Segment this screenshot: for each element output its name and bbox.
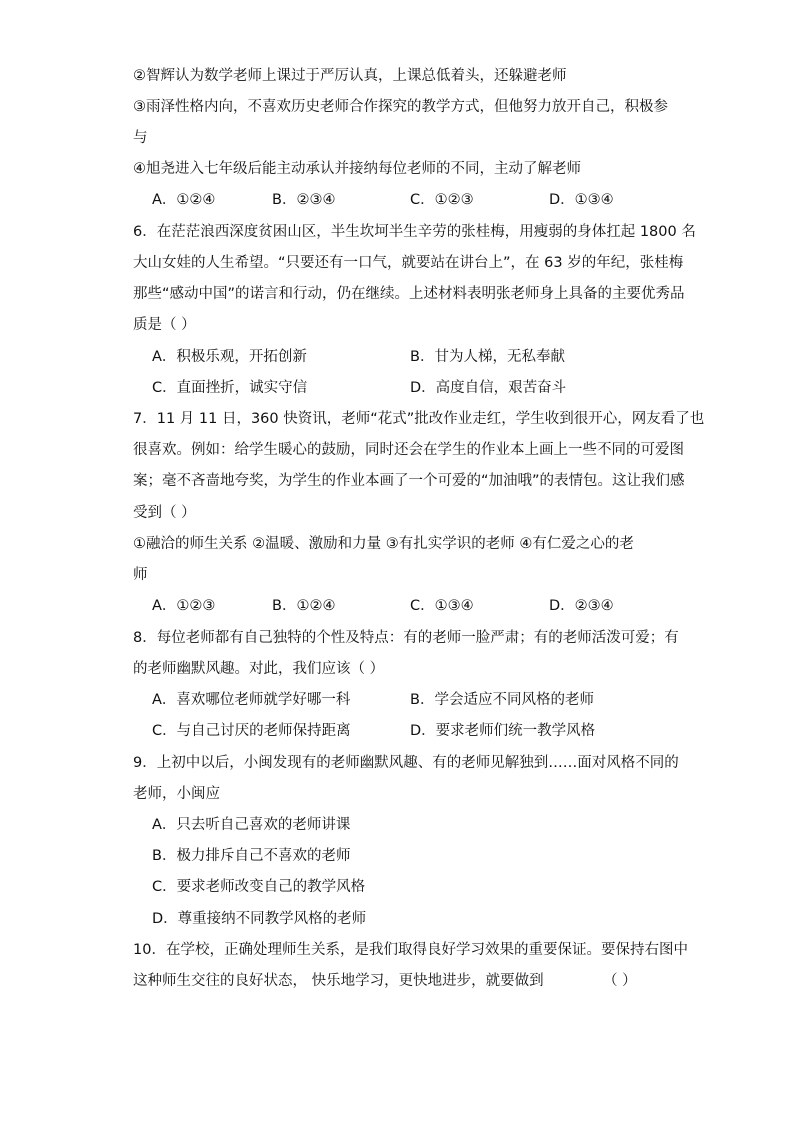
q8-option-c[interactable]: C．与自己讨厌的老师保持距离 — [152, 723, 351, 739]
q6-stem-line: 大山女娃的人生希望。“只要还有一口气，就要站在讲台上”，在 63 岁的年纪，张桂梅 — [133, 255, 684, 271]
q7-items-line: ①融洽的师生关系 ②温暖、激励和力量 ③有扎实学识的老师 ④有仁爱之心的老 — [133, 536, 634, 552]
q9-option-c[interactable]: C．要求老师改变自己的教学风格 — [152, 879, 366, 895]
q10-answer-paren: （ ） — [603, 973, 637, 989]
q5-item-2: ②智辉认为数学老师上课过于严厉认真，上课总低着头，还躲避老师 — [133, 68, 567, 84]
q9-option-a[interactable]: A．只去听自己喜欢的老师讲课 — [152, 817, 351, 833]
q7-stem-line: 受到（ ） — [133, 505, 196, 521]
q7-stem-line: 案；毫不吝啬地夸奖，为学生的作业本画了一个可爱的“加油哦”的表情包。这让我们感 — [133, 473, 685, 489]
q8-stem-line: 8．每位老师都有自己独特的个性及特点：有的老师一脸严肃；有的老师活泼可爱；有 — [133, 630, 679, 646]
q8-option-d[interactable]: D．要求老师们统一教学风格 — [410, 723, 596, 739]
q7-stem-line: 7．11 月 11 日，360 快资讯，老师“花式”批改作业走红，学生收到很开心，网友看了也 — [133, 411, 705, 427]
q5-item-3-cont: 与 — [133, 130, 148, 146]
q7-option-c[interactable]: C．①③④ — [410, 598, 474, 614]
q6-stem-line: 那些“感动中国”的诺言和行动，仍在继续。上述材料表明张老师身上具备的主要优秀品 — [133, 286, 685, 302]
q7-option-d[interactable]: D．②③④ — [549, 598, 614, 614]
q6-stem-line: 质是（ ） — [133, 317, 196, 333]
q7-option-b[interactable]: B．①②④ — [272, 598, 336, 614]
q8-option-a[interactable]: A．喜欢哪位老师就学好哪一科 — [152, 692, 351, 708]
q7-stem-line: 很喜欢。例如：给学生暖心的鼓励，同时还会在学生的作业本上画上一些不同的可爱图 — [133, 442, 684, 458]
q6-option-b[interactable]: B．甘为人梯，无私奉献 — [410, 349, 565, 365]
q5-option-b[interactable]: B．②③④ — [272, 192, 336, 208]
q5-option-c[interactable]: C．①②③ — [410, 192, 474, 208]
q7-option-a[interactable]: A．①②③ — [152, 598, 216, 614]
q5-item-4: ④旭尧进入七年级后能主动承认并接纳每位老师的不同，主动了解老师 — [133, 161, 581, 177]
q8-stem-line: 的老师幽默风趣。对此，我们应该（ ） — [133, 661, 385, 677]
q9-option-b[interactable]: B．极力排斥自己不喜欢的老师 — [152, 848, 351, 864]
q6-option-c[interactable]: C．直面挫折，诚实守信 — [152, 380, 308, 396]
q5-option-a[interactable]: A．①②④ — [152, 192, 216, 208]
q8-option-b[interactable]: B．学会适应不同风格的老师 — [410, 692, 594, 708]
q6-stem-line: 6．在茫茫浪西深度贫困山区，半生坎坷半生辛劳的张桂梅，用瘦弱的身体扛起 1800 名 — [133, 224, 696, 240]
q9-stem-line: 老师，小闽应 — [133, 786, 220, 802]
q7-items-line: 师 — [133, 567, 148, 583]
q6-option-a[interactable]: A．积极乐观，开拓创新 — [152, 349, 307, 365]
q5-option-d[interactable]: D．①③④ — [549, 192, 614, 208]
q9-stem-line: 9．上初中以后，小闽发现有的老师幽默风趣、有的老师见解独到……面对风格不同的 — [133, 755, 679, 771]
q10-stem-line: 10．在学校，正确处理师生关系，是我们取得良好学习效果的重要保证。要保持右图中 — [133, 942, 688, 958]
q10-stem-line: 这种师生交往的良好状态， 快乐地学习，更快地进步，就要做到 — [133, 973, 544, 989]
q9-option-d[interactable]: D．尊重接纳不同教学风格的老师 — [152, 911, 367, 927]
q5-item-3: ③雨泽性格内向，不喜欢历史老师合作探究的教学方式，但他努力放开自己，积极参 — [133, 99, 668, 115]
q6-option-d[interactable]: D．高度自信，艰苦奋斗 — [410, 380, 567, 396]
